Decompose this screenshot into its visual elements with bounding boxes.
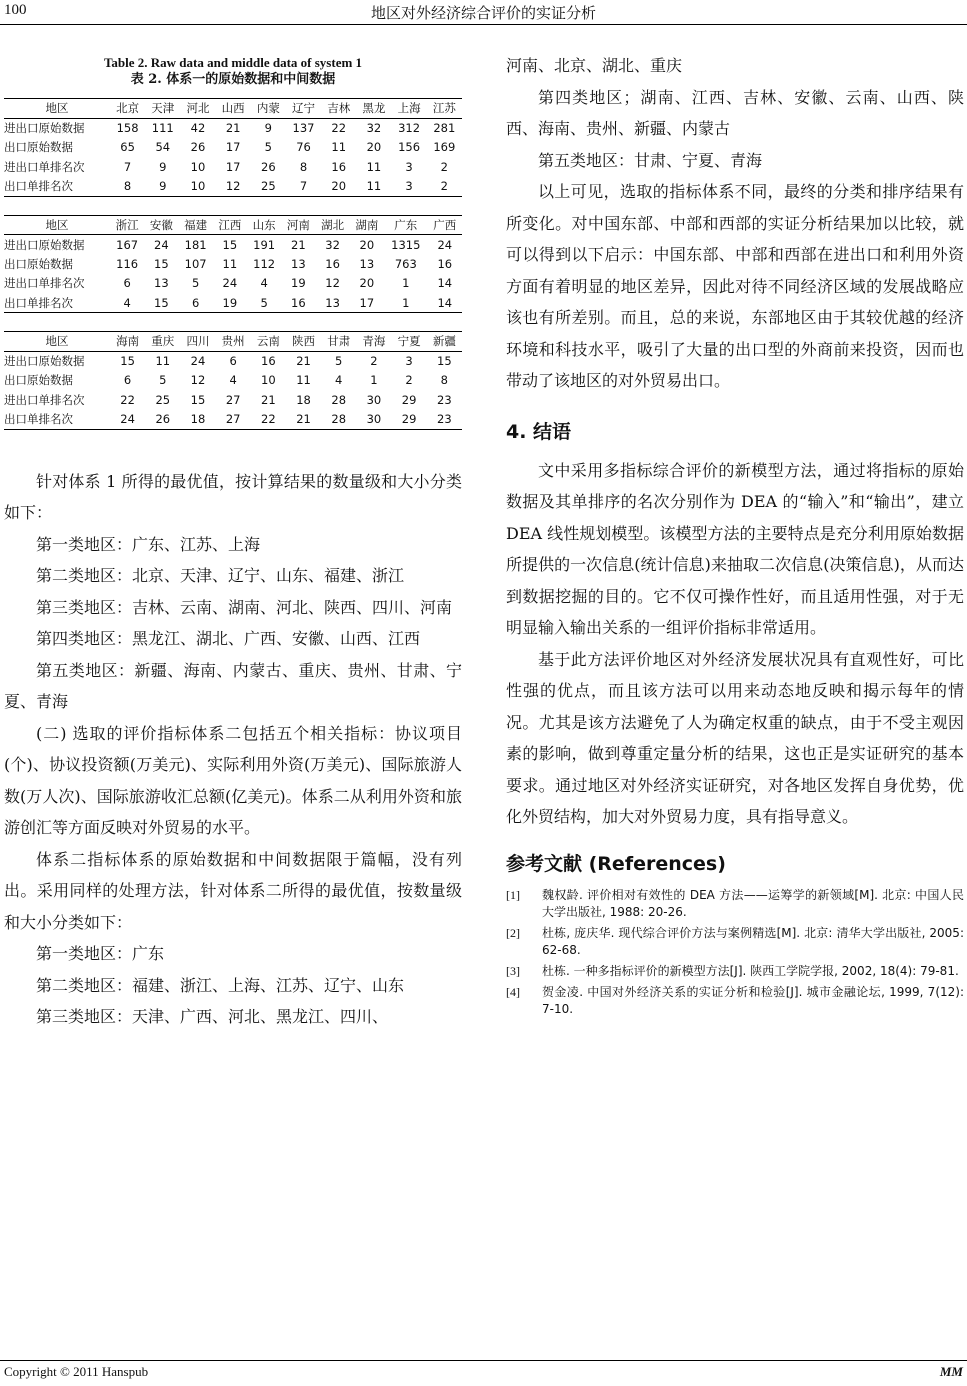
row-label-cell: 出口原始数据: [4, 140, 73, 155]
table-cell: 1315: [391, 237, 421, 252]
header-cell: 山西: [216, 99, 251, 119]
class-list-item: 第一类地区：广东: [36, 944, 165, 963]
table-cell: 169: [433, 140, 456, 155]
table-cell: 11: [356, 177, 391, 197]
header-cell: 天津: [145, 99, 180, 119]
header-cell: 湖北: [316, 215, 350, 235]
table-cell: 17: [350, 293, 384, 313]
table-cell: 2: [427, 177, 462, 197]
table-cell: 24: [190, 354, 206, 368]
table-cell: 21: [296, 354, 311, 368]
header-cell: 福建: [179, 215, 213, 235]
running-title: 地区对外经济综合评价的实证分析: [370, 4, 596, 22]
header-cell: 山东: [247, 215, 281, 235]
table-cell: 13: [154, 276, 169, 291]
table-cell: 15: [144, 293, 178, 313]
class-list-item: 第三类地区：吉林、云南、湖南、河北、陕西、四川、河南: [36, 597, 453, 617]
reference-text: 杜栋, 庞庆华. 现代综合评价方法与案例精选[M]. 北京: 清华大学出版社, 2005: 62-68.: [542, 925, 964, 957]
class-list-item: 第四类地区；湖南、江西、吉林、安徽、云南、山西、陕西、海南、贵州、新疆、内蒙古: [506, 87, 964, 138]
table-gap: [4, 197, 462, 215]
table-cell: 4: [260, 276, 268, 291]
header-cell: 黑龙: [356, 99, 391, 119]
table-cell: 13: [359, 256, 375, 271]
table-cell: 116: [116, 256, 139, 271]
table-cell: 29: [392, 410, 427, 430]
table-cell: 15: [154, 256, 169, 271]
page-footer: [0, 1360, 967, 1386]
table-row: [4, 293, 462, 313]
class-list-item: 第五类地区：新疆、海南、内蒙古、重庆、贵州、甘肃、宁夏、青海: [4, 660, 462, 711]
table-cell: 30: [356, 410, 391, 430]
table-cell: 158: [116, 121, 139, 135]
row-label-cell: 进出口单排名次: [4, 276, 85, 291]
table-cell: 25: [155, 392, 171, 407]
table-cell: 156: [398, 140, 421, 155]
table-cell: 5: [264, 140, 272, 155]
table-cell: 17: [225, 159, 241, 174]
reference-text: 魏权龄. 评价相对有效性的 DEA 方法——运筹学的新领域[M]. 北京: 中国人民大学出版社, 1988: 20-26.: [542, 887, 964, 919]
table-gap: [4, 313, 462, 331]
table-cell: 2: [370, 354, 378, 368]
header-cell: 江苏: [427, 99, 462, 119]
table-cell: 3: [392, 177, 427, 197]
table-cell: 6: [229, 354, 237, 368]
table-cell: 5: [191, 276, 200, 291]
table-row: [4, 235, 462, 255]
header-cell: 辽宁: [286, 99, 321, 119]
table-row: [4, 254, 462, 274]
row-label-cell: 进出口单排名次: [4, 159, 85, 174]
table-cell: 28: [321, 410, 356, 430]
table-cell: 8: [440, 373, 448, 388]
table-cell: 16: [281, 293, 315, 313]
header-cell-region: 地区: [4, 99, 110, 119]
header-cell: 海南: [110, 332, 145, 352]
references-heading: 参考文献 (References): [506, 852, 726, 875]
row-label-cell: 出口原始数据: [4, 256, 73, 271]
table-cell: 21: [261, 392, 276, 407]
table-cell: 2: [405, 373, 413, 388]
table-cell: 11: [296, 373, 311, 388]
table-cell: 2: [440, 159, 448, 174]
table-cell: 26: [145, 410, 180, 430]
page-number: 100: [4, 2, 27, 18]
journal-abbrev: MM: [939, 1364, 963, 1379]
table-cell: 9: [145, 177, 180, 197]
table-row: [4, 410, 462, 430]
reference-number: [4]: [506, 984, 520, 999]
header-cell: 新疆: [427, 332, 462, 352]
table-cell: 24: [110, 410, 145, 430]
header-cell: 甘肃: [321, 332, 356, 352]
table-cell: 7: [123, 159, 132, 174]
page-header: [0, 0, 967, 26]
table-cell: 11: [331, 140, 347, 155]
table-cell: 21: [286, 410, 321, 430]
table-cell: 19: [291, 276, 306, 291]
table-cell: 16: [261, 354, 276, 368]
header-cell: 江西: [213, 215, 247, 235]
table-row: [4, 177, 462, 197]
section-heading: 4. 结语: [506, 420, 572, 443]
table-cell: 15: [190, 392, 206, 407]
left-body-text: [4, 466, 462, 1033]
table-cell: 191: [253, 237, 276, 252]
header-cell: 北京: [110, 99, 145, 119]
table-cell: 27: [216, 410, 251, 430]
reference-list: [506, 887, 964, 1018]
header-cell-region: 地区: [4, 332, 110, 352]
table-cell: 312: [398, 121, 421, 135]
header-cell: 安徽: [144, 215, 178, 235]
data-table: [4, 98, 462, 197]
header-cell: 湖南: [350, 215, 384, 235]
table-cell: 5: [335, 354, 343, 368]
table-row: [4, 351, 462, 371]
class-list-item: 第三类地区：天津、广西、河北、黑龙江、四川、: [36, 1007, 389, 1026]
table-cell: 16: [331, 159, 347, 174]
table-cell: 16: [437, 256, 453, 271]
table-cell: 4: [110, 293, 144, 313]
table-cell: 15: [120, 354, 135, 368]
table-cell: 8: [299, 159, 308, 174]
table-row: [4, 118, 462, 138]
table-row: [4, 371, 462, 391]
row-label-cell: 出口单排名次: [4, 177, 110, 197]
table-cell: 112: [253, 256, 276, 271]
class-list-item: 第一类地区：广东、江苏、上海: [36, 534, 261, 554]
paragraph: 针对体系 1 所得的最优值，按计算结果的数量级和大小分类如下：: [4, 471, 462, 522]
table-cell: 10: [261, 373, 276, 388]
table-cell: 42: [190, 121, 206, 135]
table-cell: 19: [213, 293, 247, 313]
table-cell: 9: [264, 121, 272, 135]
table-cell: 14: [437, 276, 453, 291]
data-table-group: [4, 98, 462, 430]
table-cell: 20: [359, 276, 375, 291]
table-cell: 29: [401, 392, 417, 407]
table-cell: 137: [292, 121, 315, 135]
table-cell: 16: [325, 256, 340, 271]
table-row: [4, 390, 462, 410]
class-list-item: 第二类地区：福建、浙江、上海、江苏、辽宁、山东: [36, 975, 405, 995]
paragraph: 河南、北京、湖北、重庆: [506, 56, 683, 75]
table-cell: 21: [291, 237, 306, 252]
table-cell: 4: [229, 373, 237, 388]
table-cell: 13: [316, 293, 350, 313]
table-cell: 1: [402, 276, 410, 291]
table-cell: 18: [180, 410, 215, 430]
header-cell: 河南: [281, 215, 315, 235]
row-label-cell: 出口单排名次: [4, 293, 110, 313]
table-cell: 21: [225, 121, 241, 135]
header-cell-region: 地区: [4, 215, 110, 235]
table-cell: 1: [370, 373, 378, 388]
table-cell: 5: [159, 373, 167, 388]
header-cell: 宁夏: [392, 332, 427, 352]
table-cell: 281: [433, 121, 456, 135]
table-cell: 20: [359, 237, 375, 252]
table-cell: 26: [190, 140, 206, 155]
reference-text: 杜栋. 一种多指标评价的新模型方法[J]. 陕西工学院学报, 2002, 18(4): 79-81.: [542, 963, 959, 978]
header-cell: 浙江: [110, 215, 144, 235]
right-column: [506, 54, 964, 1022]
header-cell: 重庆: [145, 332, 180, 352]
row-label-cell: 进出口原始数据: [4, 354, 85, 368]
table-row: [4, 157, 462, 177]
table-cell: 13: [291, 256, 306, 271]
left-column: [4, 54, 462, 1033]
table-row: [4, 138, 462, 158]
table-cell: 3: [405, 354, 413, 368]
paragraph: (二) 选取的评价指标体系二包括五个相关指标：协议项目(个)、协议投资额(万美元)、实际利用外资(万美元)、国际旅游人数(万人次)、国际旅游收汇总额(亿美元)。体系二从利用外资和旅游创汇等方面反映对外贸易的水平。: [4, 723, 462, 837]
table-cell: 23: [437, 392, 452, 407]
paragraph: 文中采用多指标综合评价的新模型方法，通过将指标的原始数据及其单排序的名次分别作为 DEA 的“输入”和“输出”，建立 DEA 线性规划模型。该模型方法的主要特点是充分利用原始数据所提供的一次信息(统计信息)来抽取二次信息(决策信息)，从而达到数据挖掘的目的。它不仅可操作性好，而且适用性强，对于无明显输入输出关系的一组评价指标非常适用。: [506, 460, 964, 637]
row-label-cell: 出口单排名次: [4, 410, 110, 430]
header-cell: 上海: [392, 99, 427, 119]
table-cell: 6: [123, 276, 131, 291]
table-header-row: [4, 99, 462, 119]
paragraph: 以上可见，选取的指标体系不同，最终的分类和排序结果有所变化。对中国东部、中部和西部的实证分析结果加以比较，就可以得到以下启示：中国东部、中部和西部在进出口和利用外资方面有着明显的地区差异，因此对待不同经济区域的发展战略应该也有所差别。而且，总的来说，东部地区由于其较优越的经济环境和科技水平，吸引了大量的出口型的外商前来投资，因而也带动了该地区的对外贸易出口。: [506, 182, 964, 390]
header-cell: 陕西: [286, 332, 321, 352]
table-cell: 28: [331, 392, 347, 407]
header-cell: 河北: [180, 99, 215, 119]
reference-item: [506, 887, 964, 921]
reference-item: [506, 925, 964, 959]
table-cell: 20: [366, 140, 382, 155]
header-cell: 内蒙: [251, 99, 286, 119]
header-cell: 青海: [356, 332, 391, 352]
header-cell: 云南: [251, 332, 286, 352]
table-cell: 10: [180, 177, 215, 197]
table-cell: 76: [296, 140, 311, 155]
reference-number: [1]: [506, 887, 520, 902]
header-cell: 贵州: [216, 332, 251, 352]
table-cell: 181: [184, 237, 207, 252]
table-cell: 6: [123, 373, 132, 388]
table-cell: 11: [222, 256, 238, 271]
row-label-cell: 出口原始数据: [4, 373, 73, 388]
table-cell: 24: [437, 237, 453, 252]
reference-text: 贺金凌. 中国对外经济关系的实证分析和检验[J]. 城市金融论坛, 1999, 7(12): 7-10.: [542, 984, 964, 1016]
table-cell: 12: [325, 276, 340, 291]
table-cell: 11: [155, 354, 171, 368]
paragraph: 体系二指标体系的原始数据和中间数据限于篇幅，没有列出。采用同样的处理方法，针对体系二所得的最优值，按数量级和大小分类如下：: [4, 849, 462, 932]
table-cell: 26: [261, 159, 276, 174]
table-cell: 763: [394, 256, 417, 271]
header-cell: 吉林: [321, 99, 356, 119]
table-cell: 14: [428, 293, 462, 313]
table-cell: 11: [366, 159, 382, 174]
table-cell: 18: [296, 392, 311, 407]
row-label-cell: 进出口单排名次: [4, 392, 85, 407]
row-label-cell: 进出口原始数据: [4, 121, 85, 135]
table-caption-cn: 表 2. 体系一的原始数据和中间数据: [130, 72, 336, 87]
table-header-row: [4, 332, 462, 352]
data-table: [4, 215, 462, 314]
class-list-item: 第五类地区：甘肃、宁夏、青海: [538, 150, 763, 170]
table-cell: 12: [216, 177, 251, 197]
reference-item: [506, 984, 964, 1018]
table-cell: 22: [331, 121, 347, 135]
table-cell: 22: [251, 410, 286, 430]
footer-rule: [0, 1360, 967, 1361]
table-cell: 7: [286, 177, 321, 197]
table-row: [4, 274, 462, 294]
class-list-item: 第四类地区：黑龙江、湖北、广西、安徽、山西、江西: [36, 629, 421, 648]
table-cell: 6: [179, 293, 213, 313]
table-cell: 27: [225, 392, 241, 407]
table-cell: 12: [190, 373, 206, 388]
reference-number: [3]: [506, 963, 520, 978]
table-cell: 167: [116, 237, 139, 252]
table-cell: 54: [155, 140, 171, 155]
header-cell: 四川: [180, 332, 215, 352]
table-caption-en: Table 2. Raw data and middle data of system 1: [103, 55, 363, 70]
table-cell: 8: [110, 177, 145, 197]
table-cell: 65: [120, 140, 135, 155]
table-cell: 15: [437, 354, 452, 368]
table-cell: 22: [120, 392, 135, 407]
table-cell: 3: [405, 159, 413, 174]
table-cell: 9: [159, 159, 167, 174]
paragraph: 基于此方法评价地区对外经济发展状况具有直观性好，可比性强的优点，而且该方法可以用来动态地反映和揭示每年的情况。尤其是该方法避免了人为确定权重的缺点，由于不受主观因素的影响，做到尊重定量分析的结果，这也正是实证研究的基本要求。通过地区对外经济实证研究，对各地区发挥自身优势，优化外贸结构，加大对外贸易力度，具有指导意义。: [506, 649, 964, 826]
reference-item: [506, 963, 964, 980]
table-cell: 107: [184, 256, 207, 271]
table-cell: 20: [321, 177, 356, 197]
table-cell: 32: [366, 121, 382, 135]
header-cell: 广西: [428, 215, 462, 235]
data-table: [4, 331, 462, 430]
table-cell: 15: [222, 237, 238, 252]
table-cell: 10: [190, 159, 206, 174]
table-cell: 24: [222, 276, 238, 291]
table-cell: 5: [247, 293, 281, 313]
row-label-cell: 进出口原始数据: [4, 237, 85, 252]
table-cell: 25: [251, 177, 286, 197]
table-cell: 23: [427, 410, 462, 430]
table-cell: 111: [151, 121, 174, 135]
header-cell: 广东: [384, 215, 428, 235]
copyright-notice: Copyright © 2011 Hanspub: [4, 1364, 149, 1379]
table-cell: 24: [154, 237, 169, 252]
class-list-item: 第二类地区：北京、天津、辽宁、山东、福建、浙江: [36, 566, 405, 585]
table-cell: 17: [225, 140, 241, 155]
reference-number: [2]: [506, 925, 520, 940]
table-cell: 30: [366, 392, 382, 407]
header-rule: [0, 24, 967, 25]
table-cell: 32: [325, 237, 340, 252]
table-header-row: [4, 215, 462, 235]
table-cell: 4: [335, 373, 343, 388]
table-cell: 1: [384, 293, 428, 313]
